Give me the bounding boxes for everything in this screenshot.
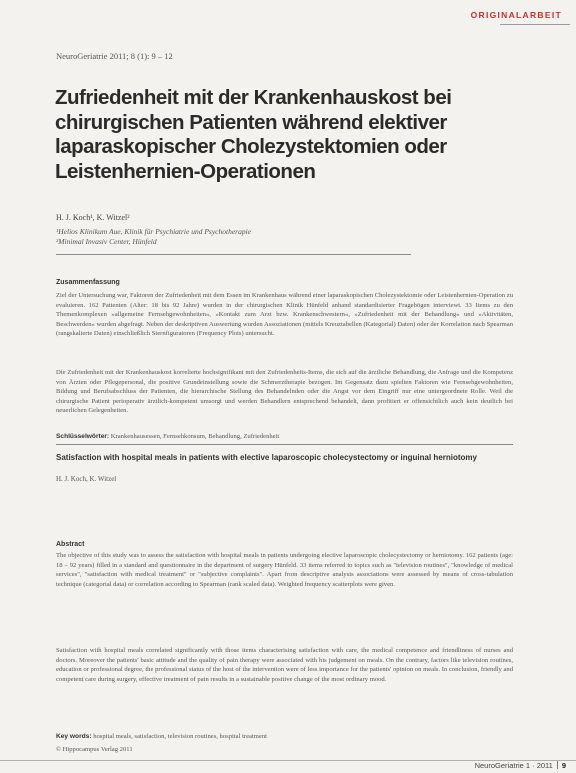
keywords-de xyxy=(56,433,513,440)
keywords-en xyxy=(56,733,513,740)
abstract-en-heading: Abstract xyxy=(56,541,85,548)
page-footer xyxy=(475,761,566,770)
section-tag: ORIGINALARBEIT xyxy=(470,10,562,20)
abstract-en-paragraph-1: The objective of this study was to assess the satisfaction with hospital meals in patients undergoing elective laparoscopic cholecystectomy or herniotomy. 162 patients (age: 18 – 92 years) filled in a standard and questionnaire in the department of surgery Hünfeld. 33 items referred to topics such as "television routines", "knowledge of medical services", "satisfaction with medical treatment" or "subjective complaints". Apart from descriptive analysis associations were assessed by means of cross-tabulation technique (categorial data) or correlation according to Spearman (rank scaled data). Weighted frequency scatterplots were given. xyxy=(56,552,513,588)
affiliation-1: ¹Helios Klinikum Aue, Klinik für Psychiatrie und Psychotherapie xyxy=(56,227,251,236)
copyright: © Hippocampus Verlag 2011 xyxy=(56,746,133,753)
keywords-de-label: Schlüsselwörter: xyxy=(56,433,110,440)
header-rule xyxy=(500,24,570,25)
footer-separator xyxy=(557,761,558,769)
abstract-en-paragraph-2: Satisfaction with hospital meals correlated significantly with those items characterising satisfaction with care, the medical competence and friendliness of nurses and doctors. Moreover the patients' basic attitude and the quality of pain therapy were associated with his judgement on meals. On the contrary, factors like television routines, education or professional degree, the professional status of the host of the intervention were of less importance for the patients' opinion on meals. In conclusion, friendly and competent care during surgery, effective treatment of pain results in a sustainable positive change of the most ordinary mood. xyxy=(56,647,513,683)
affiliations xyxy=(56,227,251,247)
affiliation-rule xyxy=(56,254,411,255)
abstract-de-paragraph-2: Die Zufriedenheit mit der Krankenhauskost korrelierte hochsignifikant mit den Zufriedenheits-Items, die sich auf die ärztliche Behandlung, die Anfrage und die Kompetenz von Ärzten oder Pflegepersonal, die positive Grundeinstellung sowie die Schmerztherapie bezogen. Im Gegensatz dazu spielten Faktoren wie Fernsehgewohnheiten, Bildung und Berufsabschluss der Patienten, die hierarchische Stellung des Behandelnden oder die Angst vor dem Eingriff nur eine untergeordnete Rolle. Weil die chirurgische Patient perioperativ ärztlich-kompetent umsorgt und werden Behandlern entsprechend behandelt, dann profitiert er offensichtlich auch kein deutlich bei neuerlichen Gelegenheiten. xyxy=(56,369,513,414)
abstract-de-heading: Zusammenfassung xyxy=(56,279,120,286)
english-authors: H. J. Koch, K. Witzel xyxy=(56,475,117,483)
keywords-rule xyxy=(56,444,513,445)
affiliation-2: ²Minimal Invasiv Center, Hünfeld xyxy=(56,237,157,246)
english-title: Satisfaction with hospital meals in patients with elective laparoscopic cholecystectomy or inguinal herniotomy xyxy=(56,453,477,462)
author-list: H. J. Koch¹, K. Witzel² xyxy=(56,213,130,222)
footer-journal: NeuroGeriatrie 1 · 2011 xyxy=(474,761,553,770)
page-number: 9 xyxy=(561,761,566,770)
keywords-en-text: hospital meals, satisfaction, television routines, hospital treatment xyxy=(93,733,267,740)
article-title: Zufriedenheit mit der Krankenhauskost bei chirurgischen Patienten während elektiver laparaskopischer Cholezystektomien oder Leistenhernien-Operationen xyxy=(55,86,452,183)
abstract-de-paragraph-1: Ziel der Untersuchung war, Faktoren der Zufriedenheit mit dem Essen im Krankenhaus während einer laparaskopischen Cholezystektomie oder Leistenhernien-Operation zu evaluieren. 162 Patienten (Alter: 18 bis 92 Jahre) wurden in der chirurgischen Klinik Hünfeld anhand standardisierter Fragebögen interviewt. 33 Items zu den Themenkomplexen »allgemeine Fernsehgewohnheiten«, »Kontakt zum Arzt bzw. Krankenschwestern«, »Zufriedenheit mit der Behandlung« und »Aktivitäten, Beschwerden« wurden abgefragt. Neben der deskriptiven Auswertung wurden Assoziationen (mittels Kreuztabellen (Kategorial) Daten) oder der Korrelation nach Spearman (rangskalierte Daten) einschließlich Sternfiguratoren (Frequency Plots) untersucht. xyxy=(56,292,513,337)
journal-citation: NeuroGeriatrie 2011; 8 (1): 9 – 12 xyxy=(56,51,173,61)
keywords-en-label: Key words: xyxy=(56,733,92,740)
keywords-de-text: Krankenhausessen, Fernsehkonsum, Behandlung, Zufriedenheit xyxy=(110,433,280,440)
